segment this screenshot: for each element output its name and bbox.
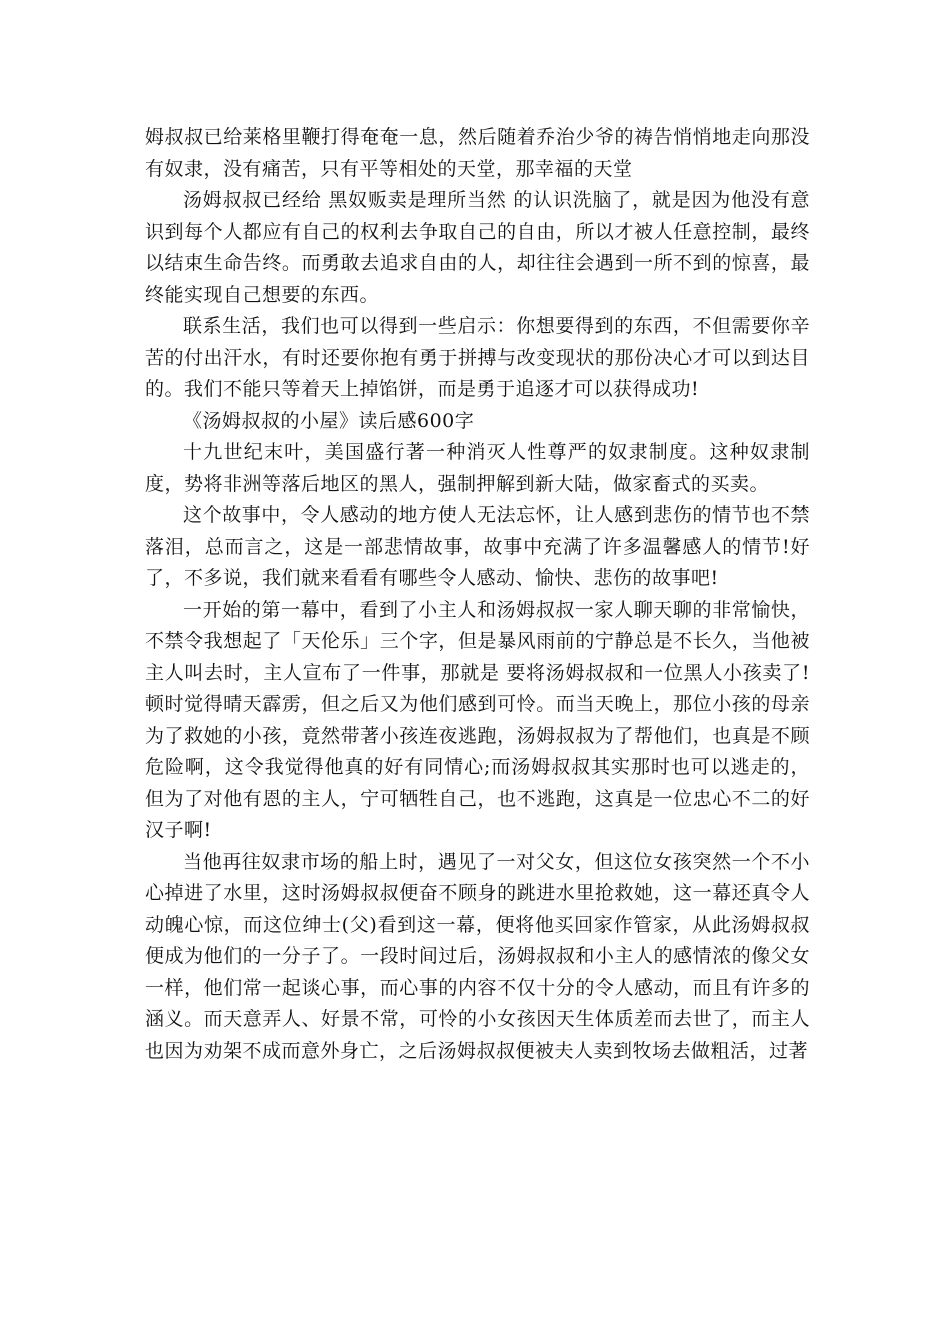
paragraph-7: 一开始的第一幕中，看到了小主人和汤姆叔叔一家人聊天聊的非常愉快，不禁令我想起了「天伦乐」三个字，但是暴风雨前的宁静总是不长久，当他被主人叫去时，主人宣布了一件事，那就是 要将汤姆叔叔和一位黑人小孩卖了!顿时觉得晴天霹雳，但之后又为他们感到可怜。而当天晚上，那位小孩的母亲为了救她的小孩，竟然带著小孩连夜逃跑，汤姆叔叔为了帮他们，也真是不顾危险啊，这令我觉得他真的好有同情心;而汤姆叔叔其实那时也可以逃走的，但为了对他有恩的主人，宁可牺牲自己，也不逃跑，这真是一位忠心不二的好汉子啊!	[145, 598, 810, 841]
paragraph-5: 十九世纪末叶，美国盛行著一种消灭人性尊严的奴隶制度。这种奴隶制度，势将非洲等落后地区的黑人，强制押解到新大陆，做家畜式的买卖。	[145, 441, 810, 495]
article-title: 《汤姆叔叔的小屋》读后感600字	[183, 409, 475, 432]
document-page	[145, 122, 810, 1067]
paragraph-8: 当他再往奴隶市场的船上时，遇见了一对父女，但这位女孩突然一个不小心掉进了水里，这时汤姆叔叔便奋不顾身的跳进水里抢救她，这一幕还真令人动魄心惊，而这位绅士(父)看到这一幕，便将他买回家作管家，从此汤姆叔叔便成为他们的一分子了。一段时间过后，汤姆叔叔和小主人的感情浓的像父女一样，他们常一起谈心事，而心事的内容不仅十分的令人感动，而且有许多的涵义。而天意弄人、好景不常，可怜的小女孩因天生体质差而去世了，而主人也因为劝架不成而意外身亡，之后汤姆叔叔便被夫人卖到牧场去做粗活，过著	[145, 850, 810, 1062]
paragraph-2: 汤姆叔叔已经给 黑奴贩卖是理所当然 的认识洗脑了，就是因为他没有意识到每个人都应有自己的权利去争取自己的自由，所以才被人任意控制，最终以结束生命告终。而勇敢去追求自由的人，却往往会遇到一所不到的惊喜，最终能实现自己想要的东西。	[145, 189, 810, 306]
paragraph-1: 姆叔叔已给莱格里鞭打得奄奄一息，然后随着乔治少爷的祷告悄悄地走向那没有奴隶，没有痛苦，只有平等相处的天堂，那幸福的天堂	[145, 126, 810, 180]
paragraph-3: 联系生活，我们也可以得到一些启示：你想要得到的东西，不但需要你辛苦的付出汗水，有时还要你抱有勇于拼搏与改变现状的那份决心才可以到达目的。我们不能只等着天上掉馅饼，而是勇于追逐才可以获得成功!	[145, 315, 810, 400]
paragraph-6: 这个故事中，令人感动的地方使人无法忘怀，让人感到悲伤的情节也不禁落泪，总而言之，这是一部悲情故事，故事中充满了许多温馨感人的情节!好了，不多说，我们就来看看有哪些令人感动、愉快、悲伤的故事吧!	[145, 504, 810, 589]
